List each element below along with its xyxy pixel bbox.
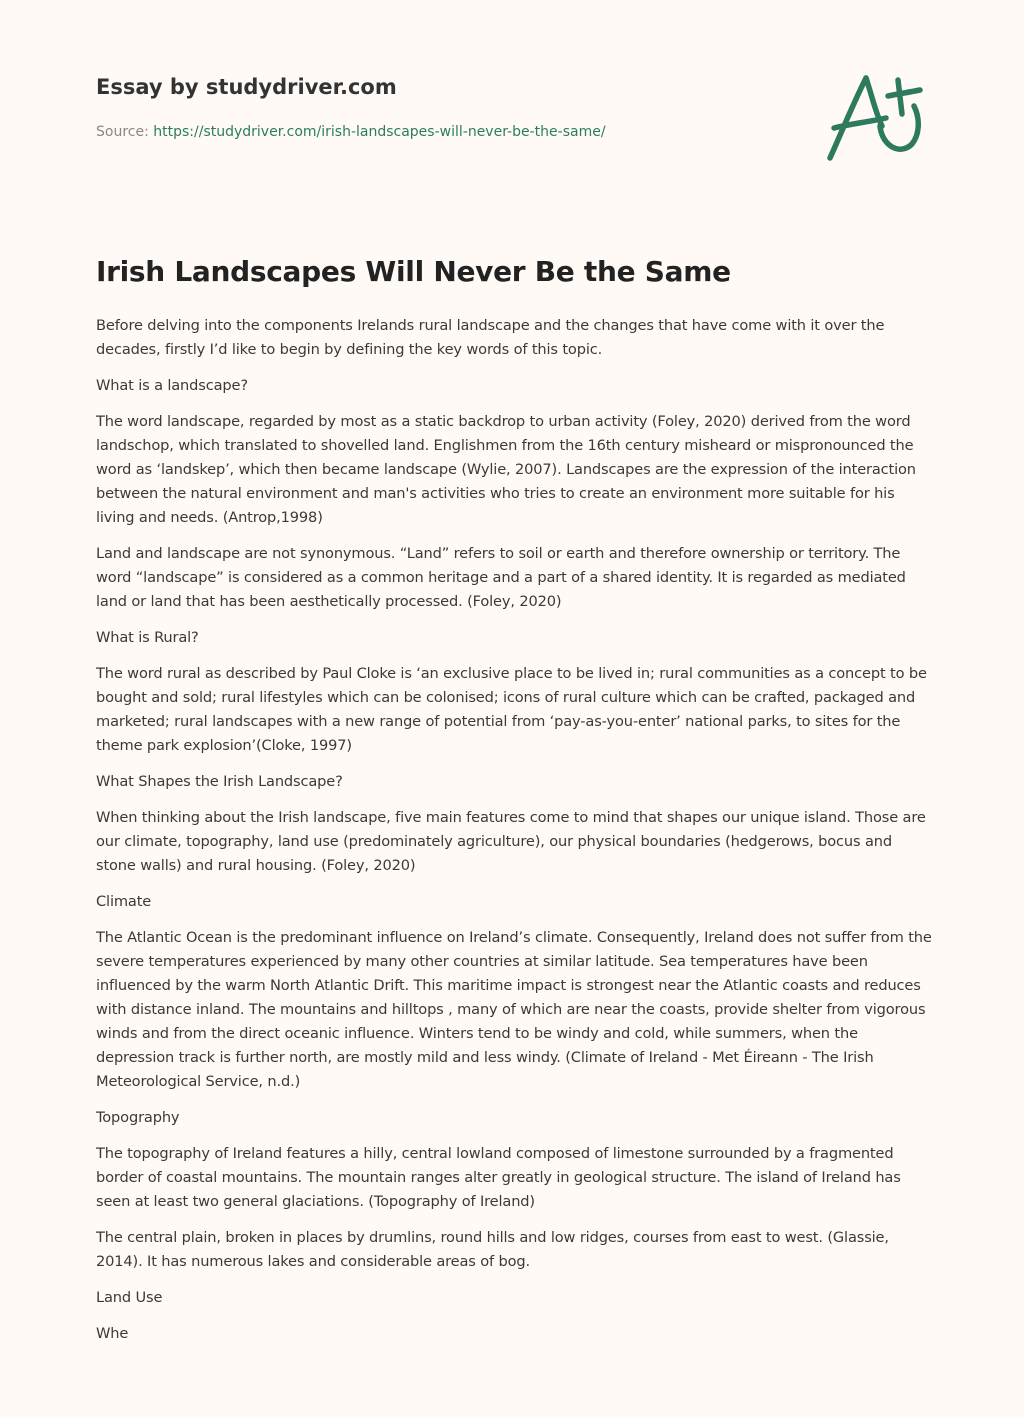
page-title: Irish Landscapes Will Never Be the Same <box>96 255 731 288</box>
section-heading-topography: Topography <box>96 1109 180 1126</box>
paragraph: The word rural as described by Paul Cloke is ‘an exclusive place to be lived in; rural communities as a concept to be bought and sold; rural lifestyles which can be colonised; icons of rural culture which can be crafted, packaged and marketed; rural landscapes with a new range of potential from ‘pay-as-you-enter’ national parks, to sites for the theme park explosion’(Cloke, 1997) <box>96 665 927 754</box>
paragraph: The Atlantic Ocean is the predominant influence on Ireland’s climate. Consequently, Ireland does not suffer from the severe temperatures experienced by many other countries at similar latitude. Sea temperatures have been influenced by the warm North Atlantic Drift. This maritime impact is strongest near the Atlantic coasts and reduces with distance inland. The mountains and hilltops , many of which are near the coasts, provide shelter from vigorous winds and from the direct oceanic influence. Winters tend to be windy and cold, while summers, when the depression track is further north, are mostly mild and less windy. (Climate of Ireland - Met Éireann - The Irish Meteorological Service, n.d.) <box>96 929 932 1090</box>
section-heading-landscape: What is a landscape? <box>96 377 248 394</box>
a-plus-grade-icon <box>822 66 932 166</box>
source-link[interactable]: https://studydriver.com/irish-landscapes-will-never-be-the-same/ <box>153 124 606 140</box>
truncated-paragraph: Whe <box>96 1325 129 1342</box>
paragraph: The topography of Ireland features a hilly, central lowland composed of limestone surrounded by a fragmented border of coastal mountains. The mountain ranges alter greatly in geological structure. The island of Ireland has seen at least two general glaciations. (Topography of Ireland) <box>96 1145 901 1210</box>
article-body <box>96 314 936 1358</box>
brand-title: Essay by studydriver.com <box>96 75 397 99</box>
paragraph: Land and landscape are not synonymous. “Land” refers to soil or earth and therefore ownership or territory. The word “landscape” is considered as a common heritage and a part of a shared identity. It is regarded as mediated land or land that has been aesthetically processed. (Foley, 2020) <box>96 545 906 610</box>
source-line <box>96 124 606 140</box>
paragraph: The central plain, broken in places by drumlins, round hills and low ridges, courses from east to west. (Glassie, 2014). It has numerous lakes and considerable areas of bog. <box>96 1229 889 1270</box>
section-heading-rural: What is Rural? <box>96 629 199 646</box>
section-heading-shapes: What Shapes the Irish Landscape? <box>96 773 343 790</box>
paragraph: When thinking about the Irish landscape, five main features come to mind that shapes our unique island. Those are our climate, topography, land use (predominately agriculture), our physical boundaries (hedgerows, bocus and stone walls) and rural housing. (Foley, 2020) <box>96 809 926 874</box>
intro-paragraph: Before delving into the components Irelands rural landscape and the changes that have come with it over the decades, firstly I’d like to begin by defining the key words of this topic. <box>96 317 885 358</box>
section-heading-climate: Climate <box>96 893 152 910</box>
paragraph: The word landscape, regarded by most as a static backdrop to urban activity (Foley, 2020) derived from the word landschop, which translated to shovelled land. Englishmen from the 16th century misheard or mispronounced the word as ‘landskep’, which then became landscape (Wylie, 2007). Landscapes are the expression of the interaction between the natural environment and man's activities who tries to create an environment more suitable for his living and needs. (Antrop,1998) <box>96 413 916 526</box>
source-label: Source: <box>96 124 154 140</box>
section-heading-land-use: Land Use <box>96 1289 163 1306</box>
